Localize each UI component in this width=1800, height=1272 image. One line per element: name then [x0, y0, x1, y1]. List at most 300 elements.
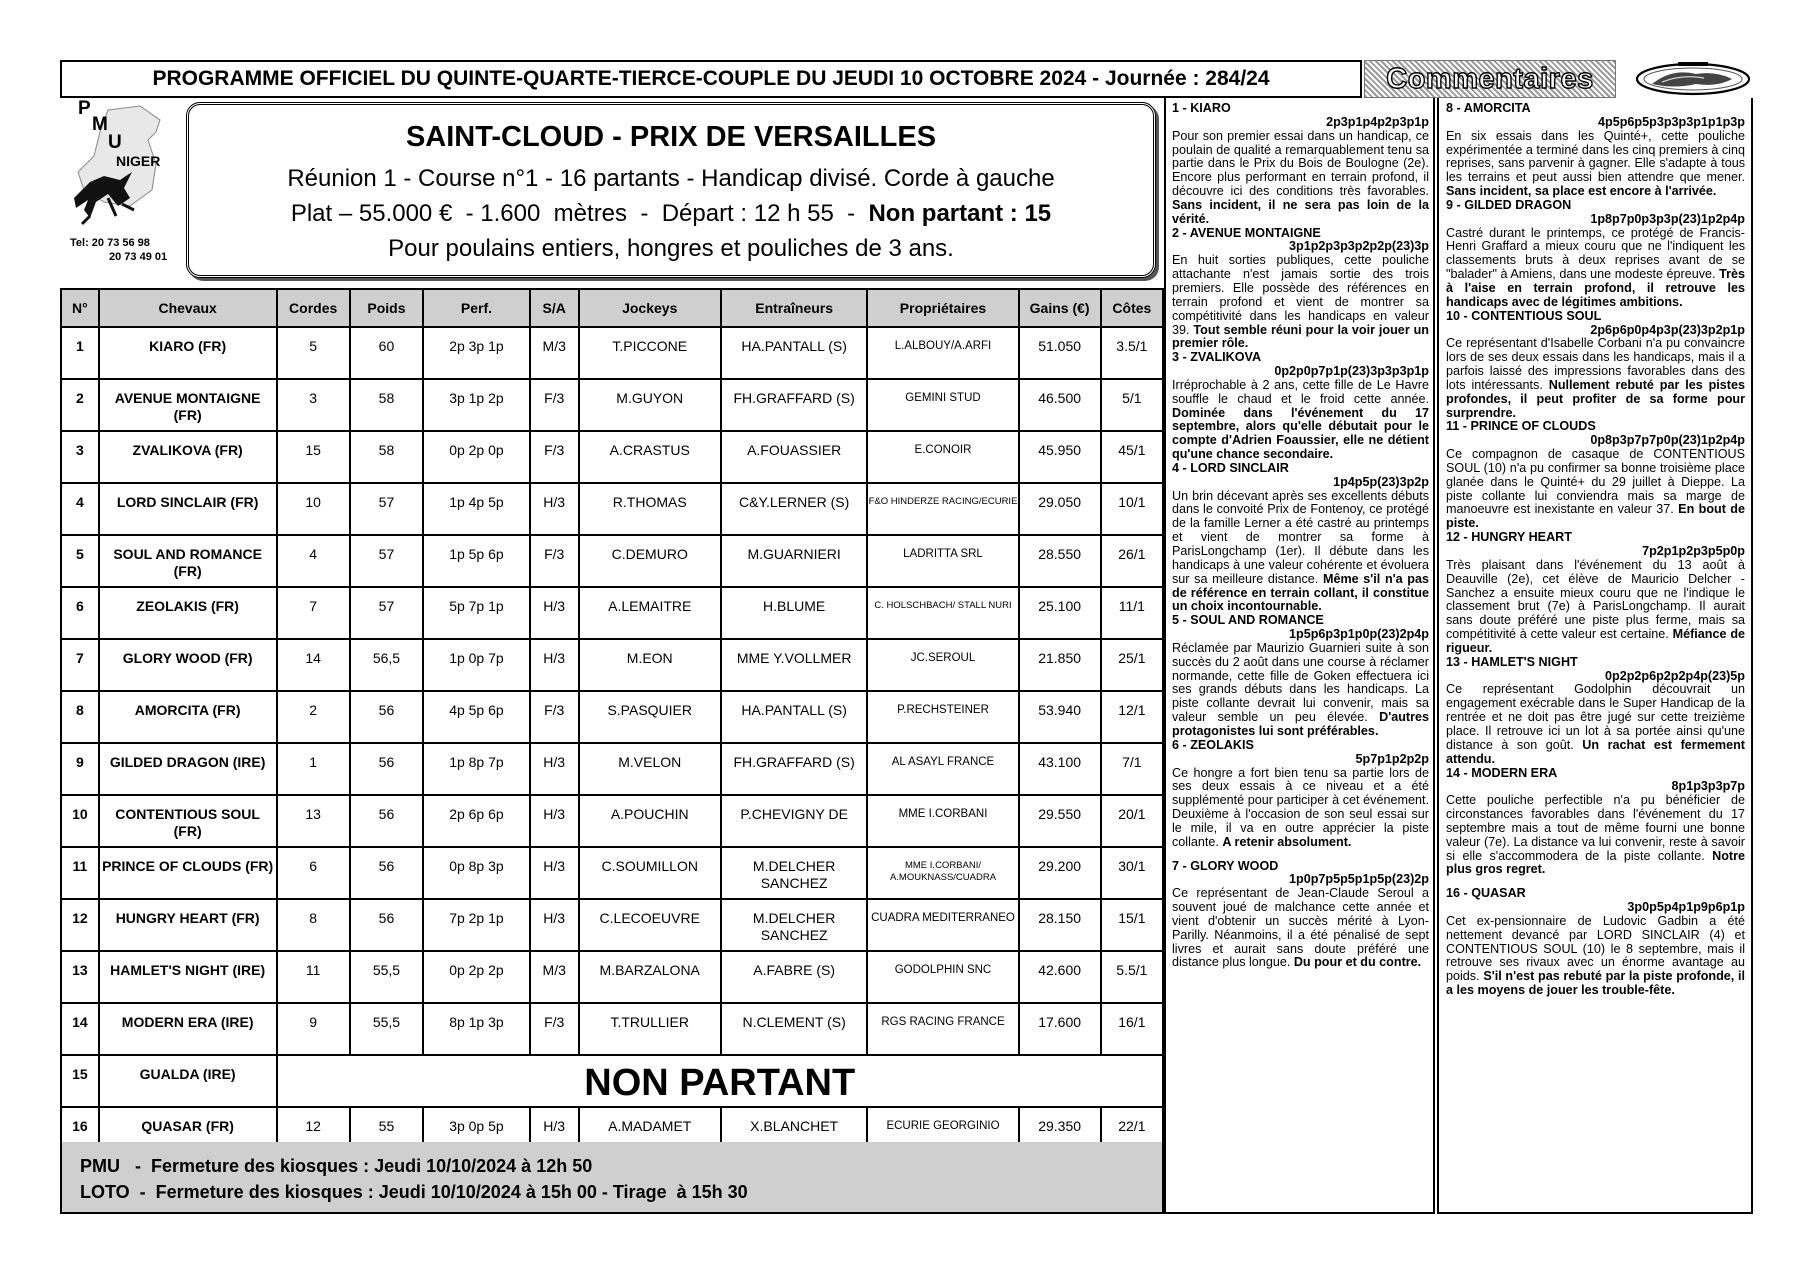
- comment-perf-string: 5p7p1p2p2p: [1355, 751, 1429, 766]
- comment-entry: [1172, 614, 1429, 739]
- cell-owner: GODOLPHIN SNC: [867, 951, 1018, 1003]
- cell-sa: F/3: [530, 431, 579, 483]
- cell-poids: 60: [350, 327, 423, 379]
- non-partant-notice: Non partant : 15: [868, 200, 1052, 227]
- comment-entry: [1446, 767, 1745, 888]
- cell-sa: M/3: [530, 951, 579, 1003]
- logo-letter-p: P: [78, 98, 91, 119]
- phone-numbers: [70, 236, 167, 264]
- cell-poids: 57: [350, 483, 423, 535]
- comment-text: [1446, 794, 1745, 877]
- cell-corde: 10: [277, 483, 350, 535]
- race-details-line-3: Pour poulains entiers, hongres et pouliches de 3 ans.: [388, 235, 954, 262]
- cell-trainer: M.DELCHER SANCHEZ: [721, 847, 868, 899]
- cell-horse: HAMLET'S NIGHT (IRE): [99, 951, 277, 1003]
- cell-perf: 2p 6p 6p: [423, 795, 530, 847]
- cell-jockey: S.PASQUIER: [579, 691, 721, 743]
- comment-horse-title: 7 - GLORY WOOD: [1172, 858, 1279, 873]
- cell-horse: GUALDA (IRE): [99, 1055, 277, 1107]
- cell-gains: 51.050: [1019, 327, 1101, 379]
- cell-odds: 30/1: [1101, 847, 1163, 899]
- cell-gains: 25.100: [1019, 587, 1101, 639]
- comment-perf-string: 1p5p6p3p1p0p(23)2p4p: [1289, 627, 1429, 642]
- cell-num: 15: [61, 1055, 99, 1107]
- comment-horse-title: 1 - KIARO: [1172, 101, 1231, 115]
- comment-text: [1446, 130, 1745, 199]
- comment-verdict: Sans incident, il ne sera pas loin de la vérité.: [1172, 197, 1429, 226]
- cell-horse: ZEOLAKIS (FR): [99, 587, 277, 639]
- cell-gains: 45.950: [1019, 431, 1101, 483]
- cell-num: 3: [61, 431, 99, 483]
- cell-horse: CONTENTIOUS SOUL (FR): [99, 795, 277, 847]
- pmu-niger-brand: [60, 98, 185, 270]
- comment-text: [1172, 254, 1429, 351]
- comment-entry: [1172, 739, 1429, 860]
- cell-trainer: X.BLANCHET: [721, 1107, 868, 1159]
- cell-corde: 8: [277, 899, 350, 951]
- comment-horse-title: 11 - PRINCE OF CLOUDS: [1446, 419, 1596, 434]
- cell-trainer: M.DELCHER SANCHEZ: [721, 899, 868, 951]
- cell-trainer: A.FABRE (S): [721, 951, 868, 1003]
- comment-verdict: Tout semble réuni pour la voir jouer un premier rôle.: [1172, 322, 1429, 351]
- cell-num: 16: [61, 1107, 99, 1159]
- cell-perf: 0p 8p 3p: [423, 847, 530, 899]
- cell-poids: 55,5: [350, 951, 423, 1003]
- comment-entry: [1446, 310, 1745, 421]
- cell-sa: H/3: [530, 639, 579, 691]
- cell-horse: ZVALIKOVA (FR): [99, 431, 277, 483]
- cell-odds: 16/1: [1101, 1003, 1163, 1055]
- cell-trainer: N.CLEMENT (S): [721, 1003, 868, 1055]
- comment-entry: [1446, 102, 1745, 199]
- comment-horse-title: 10 - CONTENTIOUS SOUL: [1446, 308, 1602, 323]
- comments-column-left: [1164, 98, 1435, 1214]
- cell-jockey: A.CRASTUS: [579, 431, 721, 483]
- cell-jockey: T.TRULLIER: [579, 1003, 721, 1055]
- cell-sa: H/3: [530, 1107, 579, 1159]
- loto-closing-line: LOTO - Fermeture des kiosques : Jeudi 10/10/2024 à 15h 00 - Tirage à 15h 30: [80, 1182, 748, 1202]
- comment-perf-string: 2p3p1p4p2p3p1p: [1326, 114, 1429, 129]
- comment-perf-string: 2p6p6p0p4p3p(23)3p2p1p: [1590, 322, 1745, 337]
- comment-horse-title: 8 - AMORCITA: [1446, 101, 1531, 115]
- cell-sa: H/3: [530, 899, 579, 951]
- cell-poids: 57: [350, 587, 423, 639]
- comment-horse-title: 5 - SOUL AND ROMANCE: [1172, 613, 1324, 628]
- cell-num: 8: [61, 691, 99, 743]
- cell-odds: 45/1: [1101, 431, 1163, 483]
- phone-line-2: 20 73 49 01: [109, 251, 168, 263]
- cell-odds: 7/1: [1101, 743, 1163, 795]
- comment-verdict: Même s'il n'a pas de référence en terrain collant, il constitue un choix incontournable.: [1172, 571, 1430, 614]
- col-header-num: N°: [61, 289, 99, 327]
- cell-perf: 1p 0p 7p: [423, 639, 530, 691]
- comment-horse-title: 13 - HAMLET'S NIGHT: [1446, 654, 1578, 669]
- comment-horse-title: 14 - MODERN ERA: [1446, 765, 1558, 780]
- comment-verdict: Méfiance de rigueur.: [1446, 627, 1746, 655]
- cell-odds: 3.5/1: [1101, 327, 1163, 379]
- cell-corde: 3: [277, 379, 350, 431]
- cell-horse: LORD SINCLAIR (FR): [99, 483, 277, 535]
- cell-gains: 43.100: [1019, 743, 1101, 795]
- cell-num: 6: [61, 587, 99, 639]
- comment-text: [1172, 490, 1429, 615]
- cell-perf: 0p 2p 2p: [423, 951, 530, 1003]
- comment-entry: [1172, 102, 1429, 227]
- cell-poids: 55,5: [350, 1003, 423, 1055]
- cell-num: 2: [61, 379, 99, 431]
- cell-num: 9: [61, 743, 99, 795]
- horse-head-logo-icon: [1634, 62, 1752, 96]
- comment-perf-string: 0p2p2p6p2p2p4p(23)5p: [1605, 668, 1745, 683]
- cell-poids: 58: [350, 431, 423, 483]
- cell-corde: 5: [277, 327, 350, 379]
- col-header-owners: Propriétaires: [867, 289, 1018, 327]
- cell-odds: 25/1: [1101, 639, 1163, 691]
- cell-perf: 0p 2p 0p: [423, 431, 530, 483]
- comment-horse-title: 3 - ZVALIKOVA: [1172, 350, 1262, 365]
- cell-jockey: M.EON: [579, 639, 721, 691]
- cell-owner: RGS RACING FRANCE: [867, 1003, 1018, 1055]
- cell-jockey: T.PICCONE: [579, 327, 721, 379]
- comment-text: [1446, 559, 1745, 656]
- cell-trainer: FH.GRAFFARD (S): [721, 743, 868, 795]
- comment-text: [1446, 337, 1745, 420]
- cell-jockey: C.DEMURO: [579, 535, 721, 587]
- race-details-line-2: [189, 200, 1153, 228]
- cell-horse: QUASAR (FR): [99, 1107, 277, 1159]
- table-row: [61, 379, 1163, 431]
- table-row: [61, 639, 1163, 691]
- race-conditions: Plat – 55.000 € - 1.600 mètres - Départ : 12 h 55 -: [290, 200, 869, 227]
- table-row: [61, 327, 1163, 379]
- table-row: [61, 743, 1163, 795]
- comment-text: [1446, 915, 1745, 998]
- cell-sa: H/3: [530, 743, 579, 795]
- comment-entry: [1446, 420, 1745, 531]
- cell-sa: M/3: [530, 327, 579, 379]
- cell-trainer: A.FOUASSIER: [721, 431, 868, 483]
- comments-header: [1364, 60, 1616, 98]
- comment-perf-string: 7p2p1p2p3p5p0p: [1642, 544, 1745, 558]
- logo-niger-text: NIGER: [116, 153, 161, 169]
- cell-sa: F/3: [530, 1003, 579, 1055]
- cell-horse: AVENUE MONTAIGNE (FR): [99, 379, 277, 431]
- col-header-sa: S/A: [530, 289, 579, 327]
- table-row: [61, 795, 1163, 847]
- cell-owner: AL ASAYL FRANCE: [867, 743, 1018, 795]
- logo-letter-u: U: [108, 132, 122, 153]
- cell-sa: H/3: [530, 795, 579, 847]
- cell-trainer: HA.PANTALL (S): [721, 327, 868, 379]
- table-row: [61, 1055, 1163, 1107]
- cell-poids: 56,5: [350, 639, 423, 691]
- comment-horse-title: 4 - LORD SINCLAIR: [1172, 460, 1289, 475]
- pmu-niger-logo-icon: [60, 98, 185, 236]
- cell-perf: 2p 3p 1p: [423, 327, 530, 379]
- cell-poids: 56: [350, 847, 423, 899]
- comment-body: Irréprochable à 2 ans, cette fille de Le Havre souffle le chaud et le froid cette année.: [1172, 377, 1429, 406]
- comment-verdict: Un rachat est fermement attendu.: [1446, 737, 1745, 766]
- cell-num: 7: [61, 639, 99, 691]
- cell-corde: 15: [277, 431, 350, 483]
- cell-poids: 55: [350, 1107, 423, 1159]
- cell-owner: GEMINI STUD: [867, 379, 1018, 431]
- comment-entry: [1172, 860, 1429, 971]
- col-header-gains: Gains (€): [1019, 289, 1101, 327]
- cell-horse: KIARO (FR): [99, 327, 277, 379]
- cell-perf: 7p 2p 1p: [423, 899, 530, 951]
- comment-perf-string: 4p5p6p5p3p3p3p1p1p3p: [1598, 114, 1745, 129]
- comment-perf-string: 0p8p3p7p7p0p(23)1p2p4p: [1590, 433, 1745, 448]
- col-header-perf: Perf.: [423, 289, 530, 327]
- cell-odds: 5.5/1: [1101, 951, 1163, 1003]
- cell-odds: 20/1: [1101, 795, 1163, 847]
- table-row: [61, 431, 1163, 483]
- cell-owner: JC.SEROUL: [867, 639, 1018, 691]
- cell-jockey: M.VELON: [579, 743, 721, 795]
- cell-jockey: R.THOMAS: [579, 483, 721, 535]
- cell-jockey: C.SOUMILLON: [579, 847, 721, 899]
- table-row: [61, 535, 1163, 587]
- cell-corde: 7: [277, 587, 350, 639]
- table-row: [61, 587, 1163, 639]
- cell-poids: 56: [350, 691, 423, 743]
- col-header-poids: Poids: [350, 289, 423, 327]
- cell-odds: 11/1: [1101, 587, 1163, 639]
- cell-perf: 3p 0p 5p: [423, 1107, 530, 1159]
- comment-perf-string: 8p1p3p3p7p: [1671, 779, 1745, 794]
- cell-perf: 5p 7p 1p: [423, 587, 530, 639]
- comment-perf-string: 1p0p7p5p5p1p5p(23)2p: [1289, 872, 1429, 887]
- cell-gains: 17.600: [1019, 1003, 1101, 1055]
- cell-num: 13: [61, 951, 99, 1003]
- cell-perf: 8p 1p 3p: [423, 1003, 530, 1055]
- comment-horse-title: 12 - HUNGRY HEART: [1446, 530, 1572, 545]
- cell-sa: H/3: [530, 483, 579, 535]
- cell-perf: 1p 4p 5p: [423, 483, 530, 535]
- cell-owner: ECURIE GEORGINIO: [867, 1107, 1018, 1159]
- kiosk-closing-footer: [60, 1142, 1164, 1214]
- comment-verdict: A retenir absolument.: [1222, 834, 1352, 849]
- race-title: SAINT-CLOUD - PRIX DE VERSAILLES: [405, 121, 937, 153]
- table-row: [61, 1003, 1163, 1055]
- cell-num: 4: [61, 483, 99, 535]
- cell-sa: F/3: [530, 379, 579, 431]
- cell-horse: PRINCE OF CLOUDS (FR): [99, 847, 277, 899]
- cell-odds: 26/1: [1101, 535, 1163, 587]
- non-partant-label: NON PARTANT: [277, 1055, 1164, 1107]
- cell-poids: 57: [350, 535, 423, 587]
- cell-sa: H/3: [530, 587, 579, 639]
- cell-num: 11: [61, 847, 99, 899]
- cell-jockey: C.LECOEUVRE: [579, 899, 721, 951]
- comment-body: Ce représentant Godolphin découvrait un engagement exécrable dans le Super Handicap de la rentrée et ne doit pas être jugé sur cette treizième place. Il retrouve ici un lot à sa portée ainsi qu'une distance à son goût.: [1446, 682, 1745, 752]
- cell-gains: 28.150: [1019, 899, 1101, 951]
- comment-verdict: Du pour et du contre.: [1293, 955, 1422, 970]
- table-row: [61, 691, 1163, 743]
- comment-text: [1446, 448, 1745, 531]
- cell-sa: F/3: [530, 535, 579, 587]
- col-header-odds: Côtes: [1101, 289, 1163, 327]
- cell-horse: SOUL AND ROMANCE (FR): [99, 535, 277, 587]
- cell-gains: 29.350: [1019, 1107, 1101, 1159]
- comment-perf-string: 0p2p0p7p1p(23)3p3p3p1p: [1274, 364, 1429, 379]
- comment-body: Castré durant le printemps, ce protégé de Francis-Henri Graffard a mieux couru que ne l'indiquent les classements bruts à deux reprises avant de se "balader" à Amiens, dans une modeste épreuve.: [1446, 225, 1745, 282]
- cell-trainer: MME Y.VOLLMER: [721, 639, 868, 691]
- cell-num: 5: [61, 535, 99, 587]
- comment-perf-string: 1p8p7p0p3p3p(23)1p2p4p: [1590, 211, 1745, 226]
- cell-jockey: M.BARZALONA: [579, 951, 721, 1003]
- cell-gains: 53.940: [1019, 691, 1101, 743]
- cell-odds: 10/1: [1101, 483, 1163, 535]
- cell-owner: CUADRA MEDITERRANEO: [867, 899, 1018, 951]
- cell-owner: F&O HINDERZE RACING/ECURIE: [867, 483, 1018, 535]
- cell-num: 10: [61, 795, 99, 847]
- cell-perf: 1p 8p 7p: [423, 743, 530, 795]
- cell-horse: GILDED DRAGON (IRE): [99, 743, 277, 795]
- table-row: [61, 899, 1163, 951]
- cell-corde: 1: [277, 743, 350, 795]
- table-header-row: [61, 289, 1163, 327]
- comment-text: [1172, 887, 1429, 970]
- cell-corde: 9: [277, 1003, 350, 1055]
- cell-corde: 4: [277, 535, 350, 587]
- logo-letter-m: M: [92, 114, 108, 135]
- comment-verdict: Nullement rebuté par les pistes profondes, il peut profiter de sa forme pour surprendre.: [1446, 377, 1746, 420]
- comment-perf-string: 3p0p5p4p1p9p6p1p: [1627, 900, 1745, 915]
- table-row: [61, 847, 1163, 899]
- comment-entry: [1446, 656, 1745, 767]
- comment-text: [1446, 227, 1745, 310]
- comment-entry: [1172, 462, 1429, 614]
- race-title-box: [186, 102, 1156, 278]
- banner-text: PROGRAMME OFFICIEL DU QUINTE-QUARTE-TIERCE-COUPLE DU JEUDI 10 OCTOBRE 2024 - Journée : 284/24: [152, 67, 1270, 90]
- runners-table: [60, 288, 1164, 1160]
- cell-trainer: H.BLUME: [721, 587, 868, 639]
- col-header-horses: Chevaux: [99, 289, 277, 327]
- comment-body: Ce compagnon de casaque de CONTENTIOUS SOUL (10) n'a pu confirmer sa bonne troisième place glanée dans le Quinté+ du 29 juillet à Dieppe. La piste collante lui conviendra mais sa marge de manoeuvre est inexistante en valeur 37.: [1446, 447, 1745, 517]
- comment-horse-title: 16 - QUASAR: [1446, 886, 1526, 901]
- cell-odds: 22/1: [1101, 1107, 1163, 1159]
- comment-body: En huit sorties publiques, cette pouliche attachante n'est jamais sortie des trois premiers. Elle possède des références en terrain profond et vient de montrer sa compétitivité dans les handicaps en valeur 39.: [1172, 253, 1429, 337]
- cell-perf: 4p 5p 6p: [423, 691, 530, 743]
- cell-gains: 29.050: [1019, 483, 1101, 535]
- comment-body: Pour son premier essai dans un handicap, ce poulain de qualité a remarquablement tenu sa partie dans le Prix du Bois de Boulogne (2e). Encore plus performant en terrain profond, il découvre ici des conditions très favorables.: [1172, 128, 1429, 199]
- comment-perf-string: 1p4p5p(23)3p2p: [1333, 474, 1429, 489]
- cell-jockey: A.LEMAITRE: [579, 587, 721, 639]
- cell-owner: P.RECHSTEINER: [867, 691, 1018, 743]
- comment-verdict: Dominée dans l'événement du 17 septembre, alors qu'elle débutait pour le compte d'Adrien Foaussier, elle ne détient qu'une chance secondaire.: [1172, 405, 1429, 462]
- cell-trainer: HA.PANTALL (S): [721, 691, 868, 743]
- cell-trainer: P.CHEVIGNY DE: [721, 795, 868, 847]
- comment-entry: [1446, 531, 1745, 656]
- cell-sa: F/3: [530, 691, 579, 743]
- programme-banner: [60, 60, 1362, 98]
- cell-horse: GLORY WOOD (FR): [99, 639, 277, 691]
- pmu-closing-line: PMU - Fermeture des kiosques : Jeudi 10/10/2024 à 12h 50: [80, 1156, 593, 1176]
- cell-odds: 5/1: [1101, 379, 1163, 431]
- cell-owner: C. HOLSCHBACH/ STALL NURI: [867, 587, 1018, 639]
- cell-jockey: M.GUYON: [579, 379, 721, 431]
- cell-num: 1: [61, 327, 99, 379]
- cell-corde: 13: [277, 795, 350, 847]
- cell-num: 12: [61, 899, 99, 951]
- col-header-jockeys: Jockeys: [579, 289, 721, 327]
- cell-poids: 56: [350, 899, 423, 951]
- comment-body: Ce représentant d'Isabelle Corbani n'a pu convaincre lors de ses deux essais dans les handicaps, mais il a parfois laissé des impressions favorables dans des lots intéressants.: [1446, 336, 1745, 392]
- comments-title: Commentaires: [1386, 62, 1594, 95]
- comment-body: En six essais dans les Quinté+, cette pouliche expérimentée a terminé dans les cinq premiers à cinq reprises, sans parvenir à gagner. Elle s'adapte à tous les terrains et peut aussi bien attendre que mener.: [1446, 128, 1745, 185]
- table-row: [61, 483, 1163, 535]
- cell-corde: 14: [277, 639, 350, 691]
- comment-verdict: S'il n'est pas rebuté par la piste profonde, il a les moyens de jouer les trouble-fête.: [1446, 969, 1745, 998]
- race-details-line-1: Réunion 1 - Course n°1 - 16 partants - Handicap divisé. Corde à gauche: [287, 165, 1055, 192]
- comment-entry: [1172, 351, 1429, 462]
- cell-corde: 11: [277, 951, 350, 1003]
- cell-gains: 28.550: [1019, 535, 1101, 587]
- col-header-trainers: Entraîneurs: [721, 289, 868, 327]
- comment-entry: [1446, 199, 1745, 310]
- table-row: [61, 951, 1163, 1003]
- cell-poids: 58: [350, 379, 423, 431]
- cell-owner: MME I.CORBANI/ A.MOUKNASS/CUADRA: [867, 847, 1018, 899]
- comment-body: Ce hongre a fort bien tenu sa partie lors de ses deux essais à ce niveau et a été supplémenté pour participer à cet événement. Deuxième à l'occasion de son seul essai sur le mile, il va en outre apprécier la piste collante.: [1172, 765, 1429, 849]
- cell-jockey: A.MADAMET: [579, 1107, 721, 1159]
- cell-perf: 3p 1p 2p: [423, 379, 530, 431]
- cell-corde: 6: [277, 847, 350, 899]
- cell-odds: 15/1: [1101, 899, 1163, 951]
- cell-owner: E.CONOIR: [867, 431, 1018, 483]
- comment-body: Cette pouliche perfectible n'a pu bénéficier de circonstances favorables dans l'événement du 17 septembre mais a tout de même fourni une bonne valeur (7e). La distance va lui convenir, reste à savoir si elle s'accommodera de la piste collante.: [1446, 793, 1745, 863]
- cell-horse: AMORCITA (FR): [99, 691, 277, 743]
- comments-column-right: [1437, 98, 1753, 1214]
- comment-perf-string: 3p1p2p3p3p2p2p(23)3p: [1289, 239, 1429, 254]
- cell-gains: 29.200: [1019, 847, 1101, 899]
- comment-entry: [1172, 227, 1429, 352]
- comment-body: Cet ex-pensionnaire de Ludovic Gadbin a été nettement devancé par LORD SINCLAIR (4) et CONTENTIOUS SOUL (10) le 8 septembre, mais il retrouve ses rivaux avec un énorme avantage au poids.: [1446, 913, 1745, 984]
- cell-sa: H/3: [530, 847, 579, 899]
- comment-text: [1172, 130, 1429, 227]
- comment-verdict: Notre plus gros regret.: [1446, 848, 1745, 877]
- cell-num: 14: [61, 1003, 99, 1055]
- cell-owner: MME I.CORBANI: [867, 795, 1018, 847]
- cell-poids: 56: [350, 795, 423, 847]
- cell-jockey: A.POUCHIN: [579, 795, 721, 847]
- comment-body: Ce représentant de Jean-Claude Seroul a souvent joué de malchance cette année et vient d'obtenir un succès mérité à Lyon-Parilly. Néanmoins, il a été pénalisé de sept livres et aurait sans doute préféré une distance plus longue.: [1172, 886, 1429, 970]
- comment-body: Réclamée par Maurizio Guarnieri suite à son succès du 2 août dans une course à réclamer normande, cette fille de Goken effectuera ici ses grands débuts dans les handicaps. La piste collante devrait lui convenir, mais sa valeur semble un peu élevée.: [1172, 640, 1429, 725]
- cell-owner: LADRITTA SRL: [867, 535, 1018, 587]
- comment-horse-title: 6 - ZEOLAKIS: [1172, 737, 1254, 752]
- col-header-cordes: Cordes: [277, 289, 350, 327]
- comment-horse-title: 9 - GILDED DRAGON: [1446, 197, 1572, 212]
- comment-verdict: D'autres protagonistes lui sont préférables.: [1172, 710, 1430, 738]
- cell-gains: 29.550: [1019, 795, 1101, 847]
- comment-entry: [1446, 887, 1745, 998]
- comment-verdict: Très à l'aise en terrain profond, il retrouve les handicaps avec de légitimes ambitions.: [1446, 267, 1745, 309]
- comment-text: [1172, 379, 1429, 462]
- cell-perf: 1p 5p 6p: [423, 535, 530, 587]
- comment-text: [1172, 767, 1429, 850]
- phone-line-1: Tel: 20 73 56 98: [70, 237, 150, 249]
- comment-body: Très plaisant dans l'événement du 13 août à Deauville (2e), cet élève de Mauricio Delcher -Sanchez a ensuite mieux couru que ne l'indique le classement brut (7e) à ParisLongchamp. Il aurait sans doute préféré une piste plus ferme, mais sa compétitivité à cette valeur est certaine.: [1446, 557, 1745, 642]
- cell-trainer: M.GUARNIERI: [721, 535, 868, 587]
- cell-gains: 42.600: [1019, 951, 1101, 1003]
- cell-owner: L.ALBOUY/A.ARFI: [867, 327, 1018, 379]
- cell-odds: 12/1: [1101, 691, 1163, 743]
- comment-text: [1172, 642, 1429, 739]
- comment-text: [1446, 683, 1745, 766]
- comment-horse-title: 2 - AVENUE MONTAIGNE: [1172, 225, 1321, 240]
